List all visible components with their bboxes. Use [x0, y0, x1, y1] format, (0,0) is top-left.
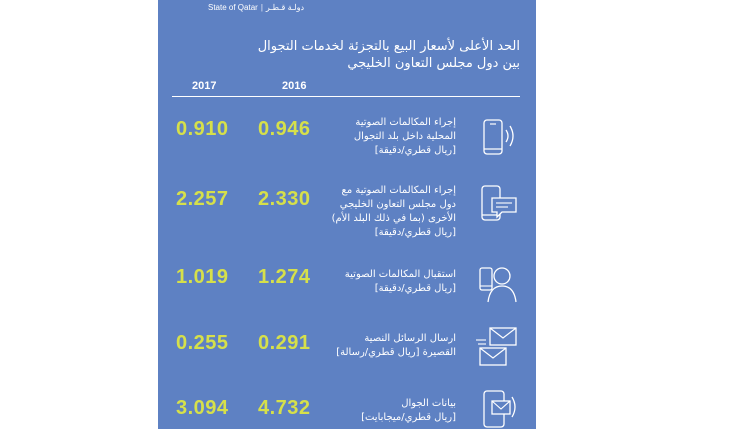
- title-line-1: الحد الأعلى لأسعار البيع بالتجزئة لخدمات التجوال: [257, 39, 520, 54]
- desc-line: استقبال المكالمات الصوتية: [344, 269, 456, 280]
- logo-separator: |: [260, 2, 263, 12]
- row-description: [286, 184, 456, 240]
- infographic-panel: [158, 0, 536, 429]
- year-2017-header: 2017: [192, 80, 217, 92]
- desc-line: [ريال قطري/دقيقة]: [374, 283, 456, 294]
- phone-ringing-icon: [476, 116, 520, 160]
- desc-line: [ريال قطري/دقيقة]: [374, 227, 456, 238]
- year-2016-header: 2016: [282, 80, 307, 92]
- desc-line: دول مجلس التعاون الخليجي: [339, 199, 456, 210]
- header-divider: [172, 96, 520, 97]
- state-name-ar: دولـة قـطـر: [265, 2, 305, 12]
- desc-line: [ريال قطري/ميجابايت]: [361, 412, 456, 423]
- value-2017: 0.910: [176, 118, 229, 140]
- row-description: [286, 116, 456, 158]
- state-logo: [208, 0, 304, 14]
- state-name-en: State of Qatar: [208, 2, 258, 12]
- desc-line: الأخرى (بما في ذلك البلد الأم): [331, 213, 456, 224]
- value-2016: 0.946: [258, 118, 311, 140]
- desc-line: المحلية داخل بلد التجوال: [353, 131, 456, 142]
- desc-line: إجراء المكالمات الصوتية مع: [341, 185, 456, 196]
- title-line-2: بين دول مجلس التعاون الخليجي: [347, 56, 520, 71]
- desc-line: [ريال قطري/دقيقة]: [374, 145, 456, 156]
- row-description: [286, 397, 456, 425]
- value-2017: 1.019: [176, 266, 229, 288]
- value-2017: 0.255: [176, 332, 229, 354]
- year-headers: [172, 80, 352, 94]
- value-2017: 3.094: [176, 397, 229, 419]
- value-2017: 2.257: [176, 188, 229, 210]
- row-description: [286, 268, 456, 296]
- desc-line: القصيرة [ريال قطري/رسالة]: [336, 347, 456, 358]
- mobile-data-icon: [476, 387, 520, 429]
- value-2016: 1.274: [258, 266, 311, 288]
- value-2016: 2.330: [258, 188, 311, 210]
- desc-line: بيانات الجوال: [401, 398, 456, 409]
- person-phone-icon: [476, 262, 520, 306]
- value-2016: 4.732: [258, 397, 311, 419]
- desc-line: ارسال الرسائل النصية: [364, 333, 456, 344]
- infographic-title: [220, 38, 520, 72]
- value-2016: 0.291: [258, 332, 311, 354]
- envelopes-icon: [476, 326, 520, 370]
- desc-line: إجراء المكالمات الصوتية: [355, 117, 456, 128]
- row-description: [286, 332, 456, 360]
- phone-chat-icon: [476, 184, 520, 228]
